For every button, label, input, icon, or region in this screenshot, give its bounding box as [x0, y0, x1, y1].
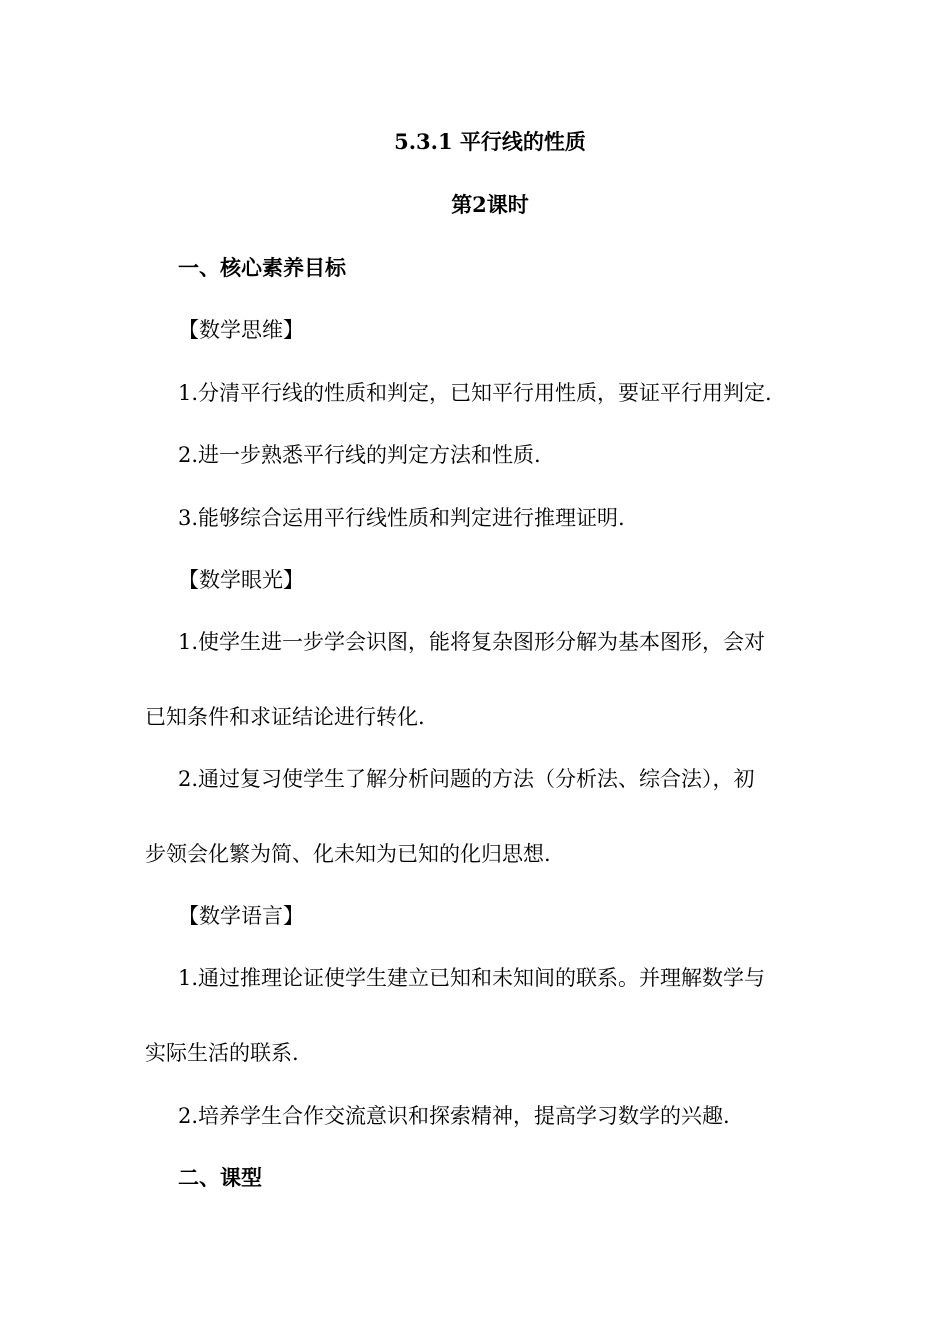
label-math-language: 【数学语言】: [178, 904, 304, 928]
section-heading-core-goals: 一、核心素养目标: [178, 255, 346, 280]
vision-item-2-line-2: 步领会化繁为简、化未知为已知的化归思想.: [145, 842, 551, 866]
language-item-2: 2.培养学生合作交流意识和探索精神，提高学习数学的兴趣.: [178, 1104, 730, 1128]
language-item-1-line-1: 1.通过推理论证使学生建立已知和未知间的联系。并理解数学与: [178, 966, 766, 990]
thinking-item-2: 2.进一步熟悉平行线的判定方法和性质.: [178, 443, 541, 467]
document-title: 5.3.1 平行线的性质: [394, 129, 586, 154]
label-math-thinking: 【数学思维】: [178, 318, 304, 342]
thinking-item-3: 3.能够综合运用平行线性质和判定进行推理证明.: [178, 506, 625, 530]
lesson-subtitle: 第2课时: [451, 192, 529, 217]
section-heading-lesson-type: 二、课型: [178, 1165, 262, 1190]
thinking-item-1: 1.分清平行线的性质和判定，已知平行用性质，要证平行用判定.: [178, 381, 772, 405]
vision-item-2-line-1: 2.通过复习使学生了解分析问题的方法（分析法、综合法），初: [178, 767, 755, 791]
vision-item-1-line-2: 已知条件和求证结论进行转化.: [145, 705, 425, 729]
label-math-vision: 【数学眼光】: [178, 568, 304, 592]
vision-item-1-line-1: 1.使学生进一步学会识图，能将复杂图形分解为基本图形，会对: [178, 630, 766, 654]
language-item-1-line-2: 实际生活的联系.: [145, 1041, 299, 1065]
